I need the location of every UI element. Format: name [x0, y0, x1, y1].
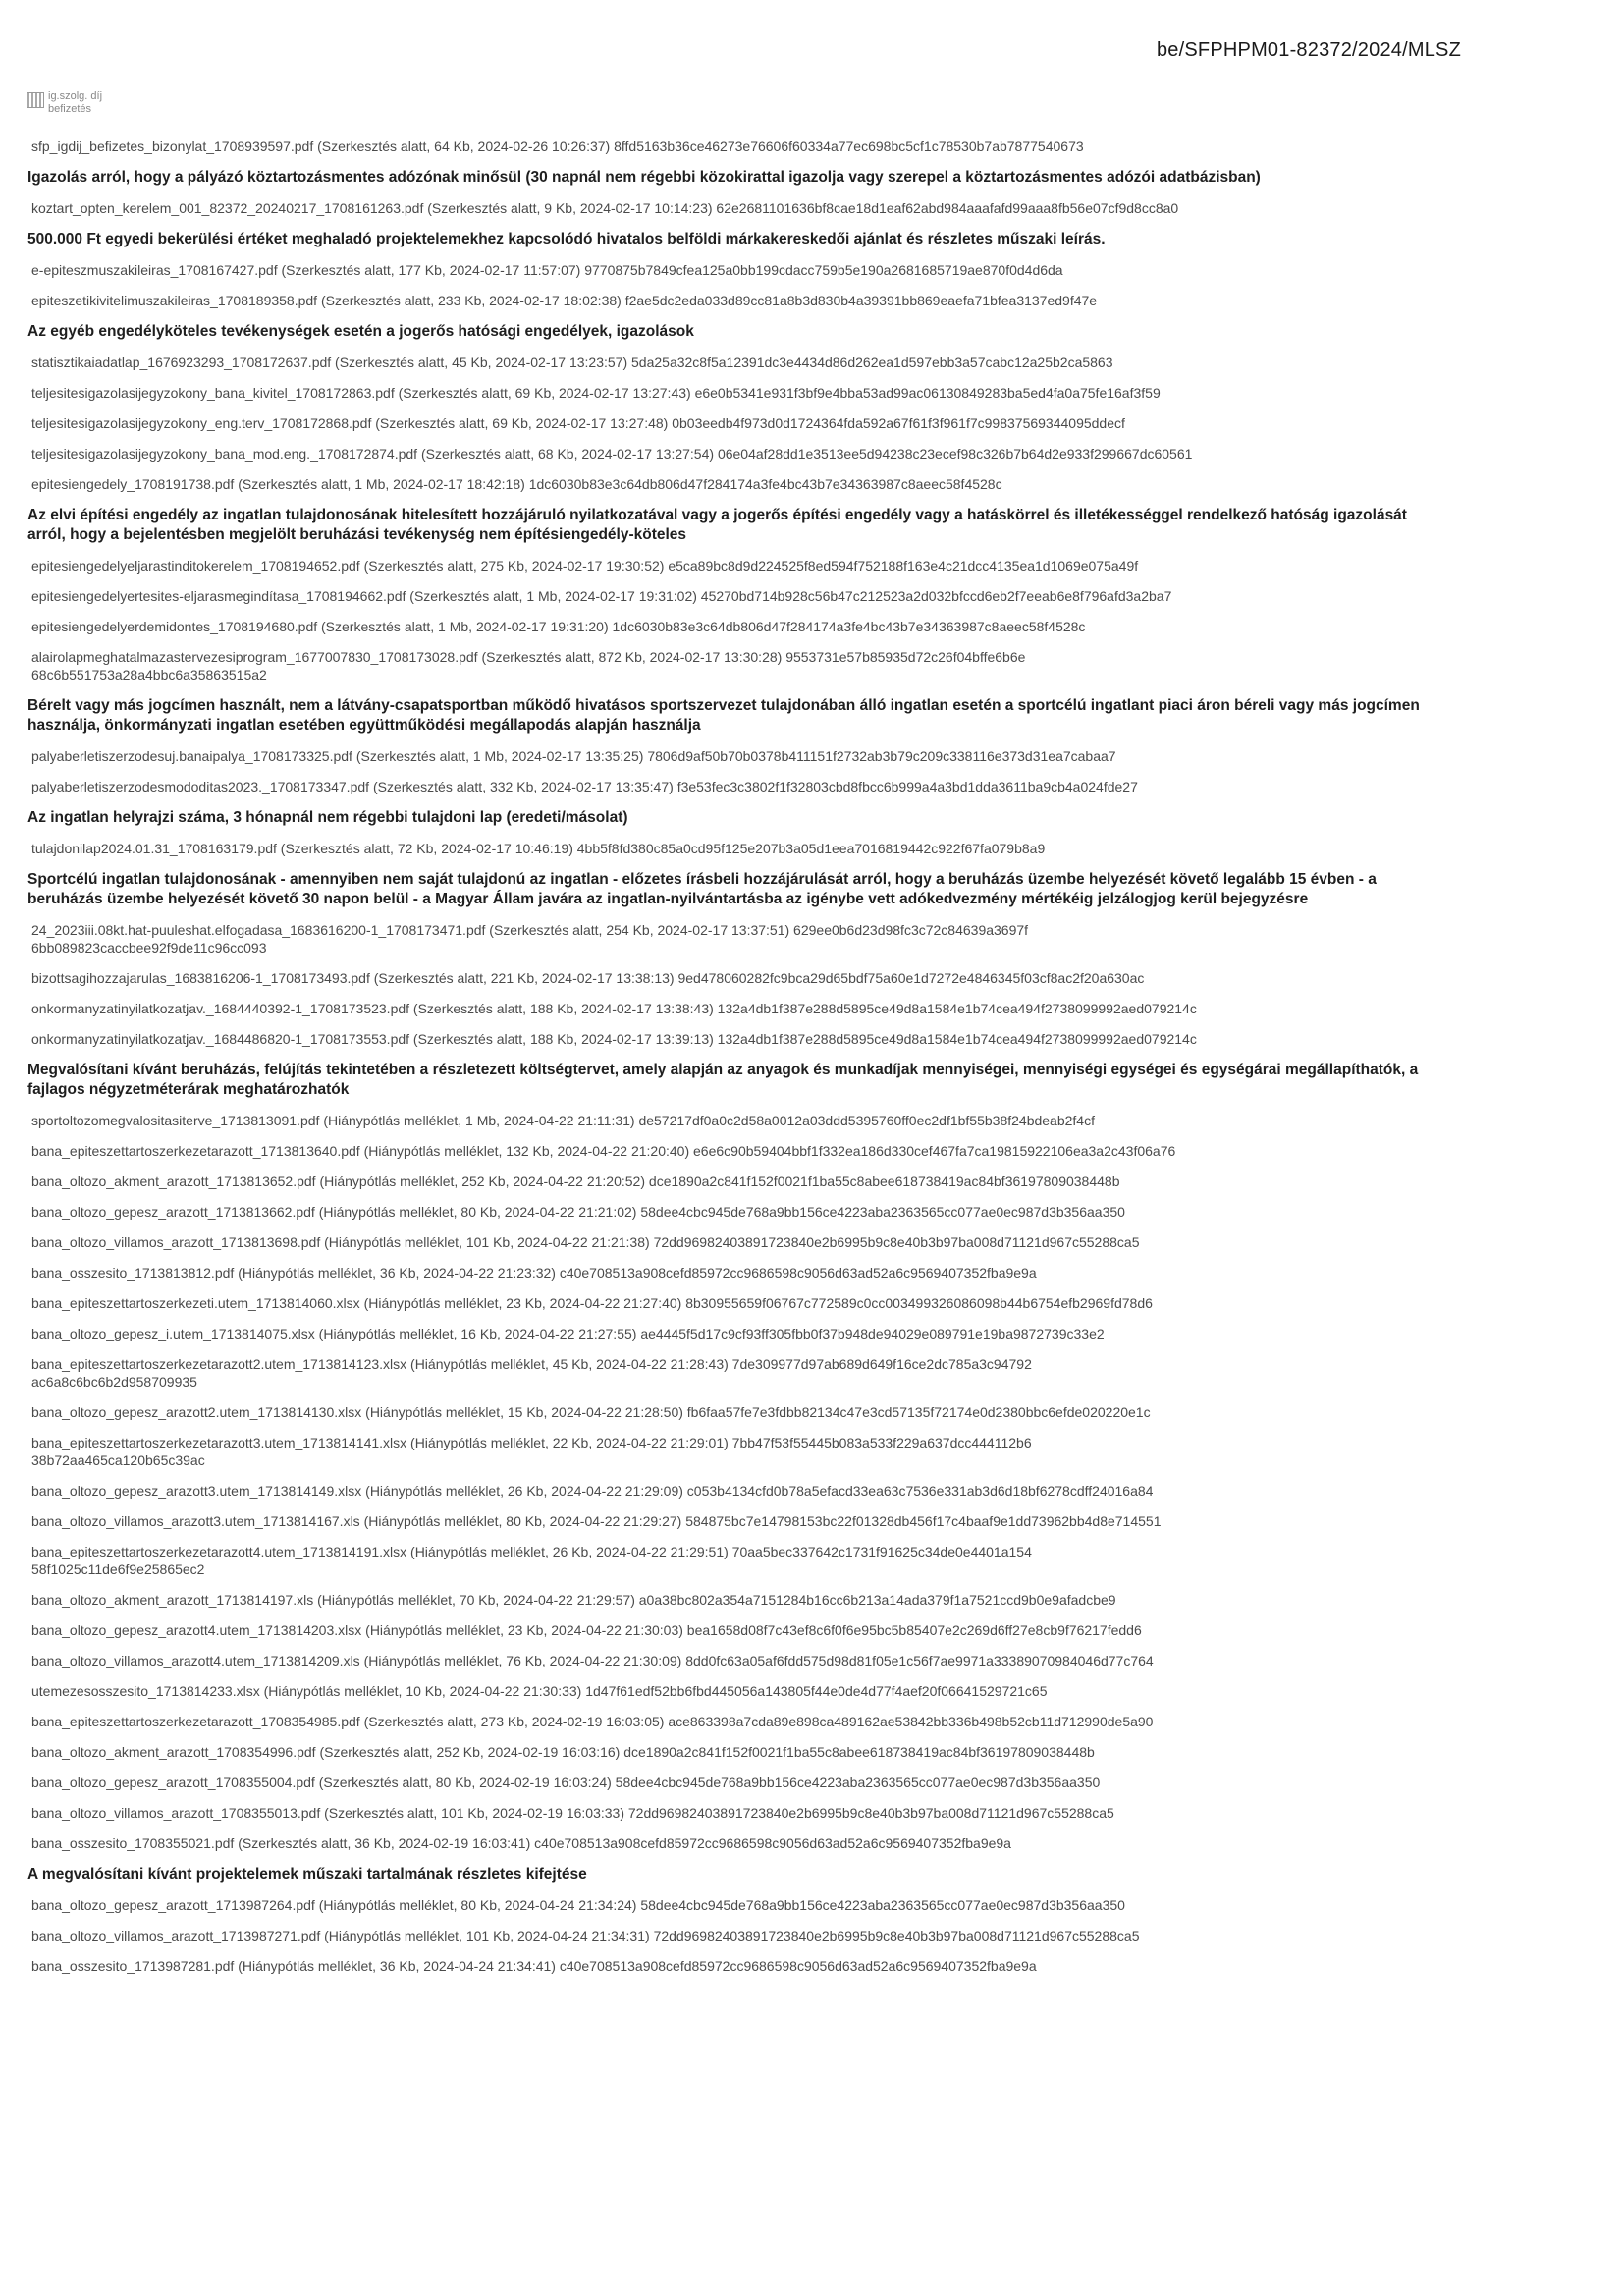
section-title: Az ingatlan helyrajzi száma, 3 hónapnál nem régebbi tulajdoni lap (eredeti/másolat) [27, 809, 628, 826]
file-meta: (Hiánypótlás melléklet, 76 Kb, 2024-04-22 21:30:09) [363, 1653, 682, 1668]
file-meta: (Szerkesztés alatt, 275 Kb, 2024-02-17 19:30:52) [363, 558, 665, 574]
file-meta: (Hiánypótlás melléklet, 26 Kb, 2024-04-22 21:29:09) [365, 1483, 683, 1499]
attachment-section [27, 506, 1461, 683]
file-entry [31, 1652, 1461, 1669]
file-meta: (Szerkesztés alatt, 1 Mb, 2024-02-17 18:42:18) [238, 476, 525, 492]
file-entry [31, 1927, 1461, 1944]
file-meta: (Hiánypótlás melléklet, 132 Kb, 2024-04-22 21:20:40) [363, 1143, 690, 1159]
file-meta: (Hiánypótlás melléklet, 15 Kb, 2024-04-22 21:28:50) [365, 1404, 683, 1420]
file-name[interactable]: bana_oltozo_villamos_arazott_1713813698.pdf [31, 1234, 321, 1250]
file-name[interactable]: bana_osszesito_1713813812.pdf [31, 1265, 235, 1281]
file-meta: (Hiánypótlás melléklet, 101 Kb, 2024-04-24 21:34:31) [324, 1928, 650, 1943]
attachment-section [27, 230, 1461, 309]
file-meta: (Szerkesztés alatt, 68 Kb, 2024-02-17 13:27:54) [420, 446, 715, 462]
file-hash: 1dc6030b83e3c64db806d47f284174a3fe4bc43b7e34363987c8aeec58f4528c [528, 476, 1002, 492]
file-meta: (Szerkesztés alatt, 233 Kb, 2024-02-17 18:02:38) [320, 293, 622, 308]
file-name[interactable]: bana_oltozo_gepesz_arazott_1708355004.pdf [31, 1775, 315, 1790]
file-name[interactable]: bana_osszesito_1713987281.pdf [31, 1958, 235, 1974]
file-entry [31, 1834, 1461, 1852]
file-hash: 132a4db1f387e288d5895ce49d8a1584e1b74cea494f2738099992aed079214c [717, 1001, 1197, 1016]
file-entry [31, 1403, 1461, 1421]
file-name[interactable]: teljesitesigazolasijegyzokony_bana_mod.eng._1708172874.pdf [31, 446, 418, 462]
fee-label [27, 90, 127, 116]
file-hash: 8b30955659f06767c772589c0cc003499326086098b44b6754efb2969fd78d6 [685, 1295, 1153, 1311]
file-entry [31, 1713, 1461, 1730]
file-entry [31, 1682, 1461, 1700]
file-entry [31, 557, 1461, 574]
file-hash: 9770875b7849cfea125a0bb199cdacc759b5e190a2681685719ae870f0d4d6da [584, 262, 1063, 278]
file-meta: (Szerkesztés alatt, 9 Kb, 2024-02-17 10:14:23) [427, 200, 713, 216]
file-meta: (Szerkesztés alatt, 252 Kb, 2024-02-19 16:03:16) [319, 1744, 621, 1760]
file-hash: 7de309977d97ab689d649f16ce2dc785a3c94792ac6a8c6bc6b2d958709935 [31, 1356, 1032, 1390]
file-meta: (Hiánypótlás melléklet, 80 Kb, 2024-04-22 21:29:27) [363, 1513, 682, 1529]
file-meta: (Szerkesztés alatt, 101 Kb, 2024-02-19 16:03:33) [324, 1805, 624, 1821]
file-entry [31, 618, 1461, 635]
file-entry [31, 384, 1461, 402]
file-name[interactable]: tulajdonilap2024.01.31_1708163179.pdf [31, 841, 277, 856]
file-entry [31, 747, 1461, 765]
file-name[interactable]: bana_osszesito_1708355021.pdf [31, 1835, 235, 1851]
attachment-section [27, 137, 1461, 155]
file-hash: 0b03eedb4f973d0d1724364fda592a67f61f3f961f7c99837569344095ddecf [672, 415, 1125, 431]
file-hash: 8ffd5163b36ce46273e76606f60334a77ec698bc5cf1c78530b7ab7877540673 [614, 138, 1084, 154]
barcode-icon [27, 92, 44, 108]
file-hash: bea1658d08f7c43ef8c6f0f6e95bc5b85407e2c269d6ff27e8cb9f76217fedd6 [686, 1622, 1142, 1638]
file-meta: (Hiánypótlás melléklet, 23 Kb, 2024-04-22 21:27:40) [363, 1295, 682, 1311]
file-name[interactable]: bana_oltozo_gepesz_arazott_1713813662.pdf [31, 1204, 315, 1220]
attachment-list [27, 137, 1461, 1988]
file-hash: 58dee4cbc945de768a9bb156ce4223aba2363565cc077ae0ec987d3b356aa350 [640, 1897, 1125, 1913]
file-hash: c053b4134cfd0b78a5efacd33ea63c7536e331ab3d6d18bf6278cdff24016a84 [686, 1483, 1154, 1499]
file-hash: dce1890a2c841f152f0021f1ba55c8abee618738419ac84bf36197809038448b [648, 1174, 1120, 1189]
file-entry [31, 1482, 1461, 1500]
section-title: A megvalósítani kívánt projektelemek műszaki tartalmának részletes kifejtése [27, 1866, 587, 1883]
file-meta: (Hiánypótlás melléklet, 252 Kb, 2024-04-22 21:20:52) [319, 1174, 646, 1189]
file-hash: ae4445f5d17c9cf93ff305fbb0f37b948de94029e089791e19ba9872739c33e2 [640, 1326, 1105, 1341]
file-meta: (Szerkesztés alatt, 872 Kb, 2024-02-17 13:30:28) [481, 649, 783, 665]
file-hash: 8dd0fc63a05af6fdd575d98d81f05e1c56f7ae9971a33389070984046d77c764 [685, 1653, 1154, 1668]
file-name[interactable]: teljesitesigazolasijegyzokony_eng.terv_1708172868.pdf [31, 415, 372, 431]
file-entry [31, 1957, 1461, 1975]
file-name[interactable]: bana_epiteszettartoszerkezetarazott_1708354985.pdf [31, 1714, 360, 1729]
file-hash: 62e2681101636bf8cae18d1eaf62abd984aaafafd99aaa8fb56e07cf9d8cc8a0 [716, 200, 1179, 216]
file-entry [31, 1173, 1461, 1190]
file-name[interactable]: bana_oltozo_gepesz_arazott_1713987264.pdf [31, 1897, 315, 1913]
file-entry [31, 1743, 1461, 1761]
file-hash: 72dd96982403891723840e2b6995b9c8e40b3b97ba008d71121d967c55288ca5 [653, 1234, 1140, 1250]
section-title: Bérelt vagy más jogcímen használt, nem a látvány-csapatsportban működő hivatásos sportszervezet tulajdonában álló ingatlan esetén a sportcélú ingatlant piaci áron béreli vagy más jogcímen használja, önkormányzati ingatlan esetében együttműködési megállapodás alapján használja [27, 697, 1420, 734]
file-hash: ace863398a7cda89e898ca489162ae53842bb336b498b52cb11d712990de5a90 [668, 1714, 1154, 1729]
file-meta: (Hiánypótlás melléklet, 10 Kb, 2024-04-22 21:30:33) [263, 1683, 582, 1699]
file-hash: 70aa5bec337642c1731f91625c34de0e4401a15458f1025c11de6f9e25865ec2 [31, 1544, 1032, 1577]
file-entry [31, 1621, 1461, 1639]
file-name[interactable]: alairolapmeghatalmazastervezesiprogram_1677007830_1708173028.pdf [31, 649, 478, 665]
file-hash: 132a4db1f387e288d5895ce49d8a1584e1b74cea494f2738099992aed079214c [717, 1031, 1197, 1047]
file-entry [31, 1030, 1461, 1048]
file-hash: 7806d9af50b70b0378b411151f2732ab3b79c209c338116e373d31ea7cabaa7 [647, 748, 1116, 764]
file-entry [31, 137, 1461, 155]
file-name[interactable]: bana_epiteszettartoszerkezetarazott_1713813640.pdf [31, 1143, 360, 1159]
file-meta: (Szerkesztés alatt, 1 Mb, 2024-02-17 13:35:25) [355, 748, 644, 764]
file-meta: (Szerkesztés alatt, 177 Kb, 2024-02-17 11:57:07) [281, 262, 581, 278]
section-title: Az elvi építési engedély az ingatlan tulajdonosának hitelesített hozzájáruló nyilatkozatával vagy a jogerős építési engedély vagy a hatáskörrel és illetékességgel rendelkező hatóság igazolását arról, hogy a bejelentésben megjelölt beruházási tevékenység nem építésiengedély-köteles [27, 507, 1407, 543]
file-name[interactable]: epiteszetikivitelimuszakileiras_1708189358.pdf [31, 293, 318, 308]
file-name[interactable]: palyaberletiszerzodesmododitas2023._1708173347.pdf [31, 779, 370, 794]
file-hash: c40e708513a908cefd85972cc9686598c9056d63ad52a6c9569407352fba9e9a [559, 1958, 1037, 1974]
file-name[interactable]: palyaberletiszerzodesuj.banaipalya_1708173325.pdf [31, 748, 352, 764]
file-meta: (Szerkesztés alatt, 273 Kb, 2024-02-19 16:03:05) [363, 1714, 665, 1729]
file-name[interactable]: onkormanyzatinyilatkozatjav._1684486820-1_1708173553.pdf [31, 1031, 410, 1047]
attachment-section [27, 1061, 1461, 1852]
file-name[interactable]: bana_oltozo_gepesz_i.utem_1713814075.xlsx [31, 1326, 315, 1341]
file-meta: (Hiánypótlás melléklet, 101 Kb, 2024-04-22 21:21:38) [324, 1234, 650, 1250]
file-hash: a0a38bc802a354a7151284b16cc6b213a14ada379f1a7521ccd9b0e9afadcbe9 [638, 1592, 1116, 1608]
file-entry [31, 414, 1461, 432]
file-hash: 72dd96982403891723840e2b6995b9c8e40b3b97ba008d71121d967c55288ca5 [653, 1928, 1140, 1943]
file-meta: (Szerkesztés alatt, 254 Kb, 2024-02-17 13:37:51) [489, 922, 790, 938]
file-entry [31, 1264, 1461, 1282]
file-name[interactable]: bana_oltozo_gepesz_arazott3.utem_1713814149.xlsx [31, 1483, 362, 1499]
file-entry [31, 1203, 1461, 1221]
file-meta: (Hiánypótlás melléklet, 1 Mb, 2024-04-22 21:11:31) [323, 1113, 635, 1128]
file-meta: (Szerkesztés alatt, 221 Kb, 2024-02-17 13:38:13) [373, 970, 675, 986]
file-hash: f3e53fec3c3802f1f32803cbd8fbcc6b999a4a3bd1dda3611ba9cb4a024fde27 [676, 779, 1138, 794]
file-meta: (Szerkesztés alatt, 64 Kb, 2024-02-26 10:26:37) [317, 138, 611, 154]
file-entry [31, 1000, 1461, 1017]
file-hash: e5ca89bc8d9d224525f8ed594f752188f163e4c21dcc4135ea1d1069e075a49f [668, 558, 1139, 574]
file-name[interactable]: bana_oltozo_villamos_arazott3.utem_1713814167.xls [31, 1513, 360, 1529]
file-name[interactable]: 24_2023iii.08kt.hat-puuleshat.elfogadasa_1683616200-1_1708173471.pdf [31, 922, 486, 938]
file-hash: 5da25a32c8f5a12391dc3e4434d86d262ea1d597ebb3a57cabc12a25b2ca5863 [631, 355, 1113, 370]
file-name[interactable]: epitesiengedelyerdemidontes_1708194680.pdf [31, 619, 318, 634]
file-hash: de57217df0a0c2d58a0012a03ddd5395760ff0ec2df1bf55b38f24bdeab2f4cf [638, 1113, 1095, 1128]
file-entry [31, 840, 1461, 857]
file-meta: (Szerkesztés alatt, 1 Mb, 2024-02-17 19:31:20) [321, 619, 609, 634]
file-name[interactable]: bana_oltozo_gepesz_arazott4.utem_1713814203.xlsx [31, 1622, 362, 1638]
file-entry [31, 1896, 1461, 1914]
file-hash: 1dc6030b83e3c64db806d47f284174a3fe4bc43b7e34363987c8aeec58f4528c [612, 619, 1086, 634]
file-hash: fb6faa57fe7e3fdbb82134c47e3cd57135f72174e0d2380bbc6efde020220e1c [686, 1404, 1151, 1420]
file-entry [31, 1774, 1461, 1791]
file-name[interactable]: bana_epiteszettartoszerkezetarazott4.utem_1713814191.xlsx [31, 1544, 407, 1559]
attachment-section [27, 168, 1461, 217]
file-name[interactable]: teljesitesigazolasijegyzokony_bana_kivitel_1708172863.pdf [31, 385, 395, 401]
attachment-section [27, 808, 1461, 857]
file-meta: (Szerkesztés alatt, 72 Kb, 2024-02-17 10:46:19) [280, 841, 573, 856]
file-entry [31, 445, 1461, 463]
file-hash: 629ee0b6d23d98fc3c72c84639a3697f6bb089823caccbee92f9de11c96cc093 [31, 922, 1029, 956]
file-meta: (Hiánypótlás melléklet, 16 Kb, 2024-04-22 21:27:55) [318, 1326, 637, 1341]
file-entry [31, 1112, 1461, 1129]
file-entry [31, 354, 1461, 371]
file-meta: (Hiánypótlás melléklet, 70 Kb, 2024-04-22 21:29:57) [317, 1592, 635, 1608]
file-entry [31, 778, 1461, 795]
file-hash: 7bb47f53f55445b083a533f229a637dcc444112b638b72aa465ca120b65c39ac [31, 1435, 1032, 1468]
file-meta: (Szerkesztés alatt, 188 Kb, 2024-02-17 13:38:43) [412, 1001, 714, 1016]
file-name[interactable]: bana_epiteszettartoszerkezetarazott3.utem_1713814141.xlsx [31, 1435, 407, 1450]
document-reference: be/SFPHPM01-82372/2024/MLSZ [1156, 39, 1461, 61]
file-entry [31, 969, 1461, 987]
file-name[interactable]: bana_oltozo_akment_arazott_1713814197.xls [31, 1592, 314, 1608]
file-entry [31, 587, 1461, 605]
file-name[interactable]: bana_epiteszettartoszerkezeti.utem_1713814060.xlsx [31, 1295, 360, 1311]
file-entry [31, 475, 1461, 493]
file-entry [31, 1142, 1461, 1160]
file-hash: e6e6c90b59404bbf1f332ea186d330cef467fa7ca19815922106ea3a2c43f06a76 [693, 1143, 1176, 1159]
file-meta: (Hiánypótlás melléklet, 22 Kb, 2024-04-22 21:29:01) [410, 1435, 729, 1450]
attachment-section [27, 1865, 1461, 1975]
attachment-section [27, 696, 1461, 795]
file-name[interactable]: sportoltozomegvalositasiterve_1713813091.pdf [31, 1113, 320, 1128]
file-hash: 584875bc7e14798153bc22f01328db456f17c4baaf9e1dd73962bb4d8e714551 [685, 1513, 1162, 1529]
file-entry [31, 1355, 1033, 1391]
file-entry [31, 199, 1461, 217]
file-meta: (Szerkesztés alatt, 332 Kb, 2024-02-17 13:35:47) [372, 779, 674, 794]
file-hash: 9ed478060282fc9bca29d65bdf75a60e1d7272e4846345f03cf8ac2f20a630ac [677, 970, 1145, 986]
file-meta: (Szerkesztés alatt, 45 Kb, 2024-02-17 13:23:57) [335, 355, 628, 370]
file-hash: c40e708513a908cefd85972cc9686598c9056d63ad52a6c9569407352fba9e9a [534, 1835, 1011, 1851]
file-name[interactable]: epitesiengedelyertesites-eljarasmegindítasa_1708194662.pdf [31, 588, 406, 604]
file-meta: (Szerkesztés alatt, 69 Kb, 2024-02-17 13:27:43) [398, 385, 691, 401]
file-hash: f2ae5dc2eda033d89cc81a8b3d830b4a39391bb869eaefa71bfea3137ed9f47e [624, 293, 1098, 308]
file-meta: (Szerkesztés alatt, 1 Mb, 2024-02-17 19:31:02) [409, 588, 697, 604]
file-entry [31, 1294, 1461, 1312]
file-entry [31, 1233, 1461, 1251]
file-meta: (Hiánypótlás melléklet, 36 Kb, 2024-04-22 21:23:32) [238, 1265, 556, 1281]
file-meta: (Hiánypótlás melléklet, 23 Kb, 2024-04-22 21:30:03) [365, 1622, 683, 1638]
file-name[interactable]: bana_oltozo_villamos_arazott_1708355013.pdf [31, 1805, 321, 1821]
file-hash: 72dd96982403891723840e2b6995b9c8e40b3b97ba008d71121d967c55288ca5 [627, 1805, 1114, 1821]
file-name[interactable]: bana_epiteszettartoszerkezetarazott2.utem_1713814123.xlsx [31, 1356, 407, 1372]
file-entry [31, 1434, 1033, 1469]
file-name[interactable]: koztart_opten_kerelem_001_82372_20240217_1708161263.pdf [31, 200, 424, 216]
file-hash: 9553731e57b85935d72c26f04bffe6b6e68c6b551753a28a4bbc6a35863515a2 [31, 649, 1026, 683]
section-title: 500.000 Ft egyedi bekerülési értéket meghaladó projektelemekhez kapcsolódó hivatalos belföldi márkakereskedői ajánlat és részletes műszaki leírás. [27, 231, 1106, 247]
section-title: Az egyéb engedélyköteles tevékenységek esetén a jogerős hatósági engedélyek, igazolások [27, 323, 694, 340]
file-name[interactable]: sfp_igdij_befizetes_bizonylat_1708939597.pdf [31, 138, 314, 154]
file-entry [31, 1804, 1461, 1822]
file-hash: c40e708513a908cefd85972cc9686598c9056d63ad52a6c9569407352fba9e9a [559, 1265, 1037, 1281]
file-entry [31, 1543, 1033, 1578]
file-entry [31, 648, 1033, 683]
file-hash: 58dee4cbc945de768a9bb156ce4223aba2363565cc077ae0ec987d3b356aa350 [640, 1204, 1125, 1220]
file-meta: (Hiánypótlás melléklet, 80 Kb, 2024-04-24 21:34:24) [318, 1897, 637, 1913]
file-hash: e6e0b5341e931f3bf9e4bba53ad99ac06130849283ba5ed4fa0a75fe16af3f59 [694, 385, 1161, 401]
file-hash: 06e04af28dd1e3513ee5d94238c23ecef98c326b7b64d2e933f299667dc60561 [717, 446, 1193, 462]
file-meta: (Szerkesztés alatt, 36 Kb, 2024-02-19 16:03:41) [238, 1835, 531, 1851]
file-name[interactable]: bana_oltozo_gepesz_arazott2.utem_1713814130.xlsx [31, 1404, 362, 1420]
file-name[interactable]: statisztikaiadatlap_1676923293_1708172637.pdf [31, 355, 332, 370]
file-hash: 58dee4cbc945de768a9bb156ce4223aba2363565cc077ae0ec987d3b356aa350 [615, 1775, 1101, 1790]
file-name[interactable]: bana_oltozo_villamos_arazott4.utem_1713814209.xls [31, 1653, 360, 1668]
file-meta: (Hiánypótlás melléklet, 45 Kb, 2024-04-22 21:28:43) [410, 1356, 729, 1372]
file-entry [31, 261, 1461, 279]
file-name[interactable]: bana_oltozo_akment_arazott_1713813652.pdf [31, 1174, 316, 1189]
section-title: Megvalósítani kívánt beruházás, felújítás tekintetében a részletezett költségtervet, amely alapján az anyagok és munkadíjak mennyiségei, mennyiségi egységei és egységárai megállapíthatók, a fajlagos négyzetméterárak meghatározhatók [27, 1062, 1419, 1098]
file-name[interactable]: bana_oltozo_villamos_arazott_1713987271.pdf [31, 1928, 321, 1943]
file-hash: 4bb5f8fd380c85a0cd95f125e207b3a05d1eea7016819442c922f67fa079b8a9 [576, 841, 1046, 856]
file-name[interactable]: onkormanyzatinyilatkozatjav._1684440392-1_1708173523.pdf [31, 1001, 410, 1016]
file-name[interactable]: bizottsagihozzajarulas_1683816206-1_1708173493.pdf [31, 970, 370, 986]
file-name[interactable]: e-epiteszmuszakileiras_1708167427.pdf [31, 262, 278, 278]
file-hash: dce1890a2c841f152f0021f1ba55c8abee618738419ac84bf36197809038448b [623, 1744, 1095, 1760]
file-name[interactable]: utemezesosszesito_1713814233.xlsx [31, 1683, 260, 1699]
attachment-section [27, 870, 1461, 1048]
section-title: Igazolás arról, hogy a pályázó köztartozásmentes adózónak minősül (30 napnál nem régebbi közokirattal igazolja vagy szerepel a köztartozásmentes adózói adatbázisban) [27, 169, 1261, 186]
file-hash: 1d47f61edf52bb6fbd445056a143805f44e0de4d77f4aef20f06641529721c65 [585, 1683, 1048, 1699]
file-meta: (Szerkesztés alatt, 80 Kb, 2024-02-19 16:03:24) [318, 1775, 612, 1790]
file-meta: (Szerkesztés alatt, 69 Kb, 2024-02-17 13:27:48) [375, 415, 669, 431]
file-meta: (Hiánypótlás melléklet, 26 Kb, 2024-04-22 21:29:51) [410, 1544, 729, 1559]
file-name[interactable]: epitesiengedely_1708191738.pdf [31, 476, 235, 492]
file-meta: (Hiánypótlás melléklet, 36 Kb, 2024-04-24 21:34:41) [238, 1958, 556, 1974]
file-entry [31, 921, 1033, 957]
file-entry [31, 1325, 1461, 1342]
file-entry [31, 1591, 1461, 1609]
file-meta: (Szerkesztés alatt, 188 Kb, 2024-02-17 13:39:13) [412, 1031, 714, 1047]
file-name[interactable]: epitesiengedelyeljarastinditokerelem_1708194652.pdf [31, 558, 360, 574]
file-entry [31, 292, 1461, 309]
section-title: Sportcélú ingatlan tulajdonosának - amennyiben nem saját tulajdonú az ingatlan - előzetes írásbeli hozzájárulását arról, hogy a beruházás üzembe helyezését követő legalább 15 évben - a beruházás üzembe helyezését követő 30 napon belül - a Magyar Állam javára az ingatlan-nyilvántartásba az igénybe vett adókedvezmény mértékéig jelzálogjog kerül bejegyzésre [27, 871, 1377, 907]
fee-label-text: ig.szolg. díj befizetés [48, 90, 103, 115]
file-hash: 45270bd714b928c56b47c212523a2d032bfccd6eb2f7eeab6e8f796afd3a2ba7 [700, 588, 1172, 604]
file-entry [31, 1512, 1461, 1530]
file-name[interactable]: bana_oltozo_akment_arazott_1708354996.pdf [31, 1744, 316, 1760]
attachment-section [27, 322, 1461, 493]
file-meta: (Hiánypótlás melléklet, 80 Kb, 2024-04-22 21:21:02) [318, 1204, 637, 1220]
